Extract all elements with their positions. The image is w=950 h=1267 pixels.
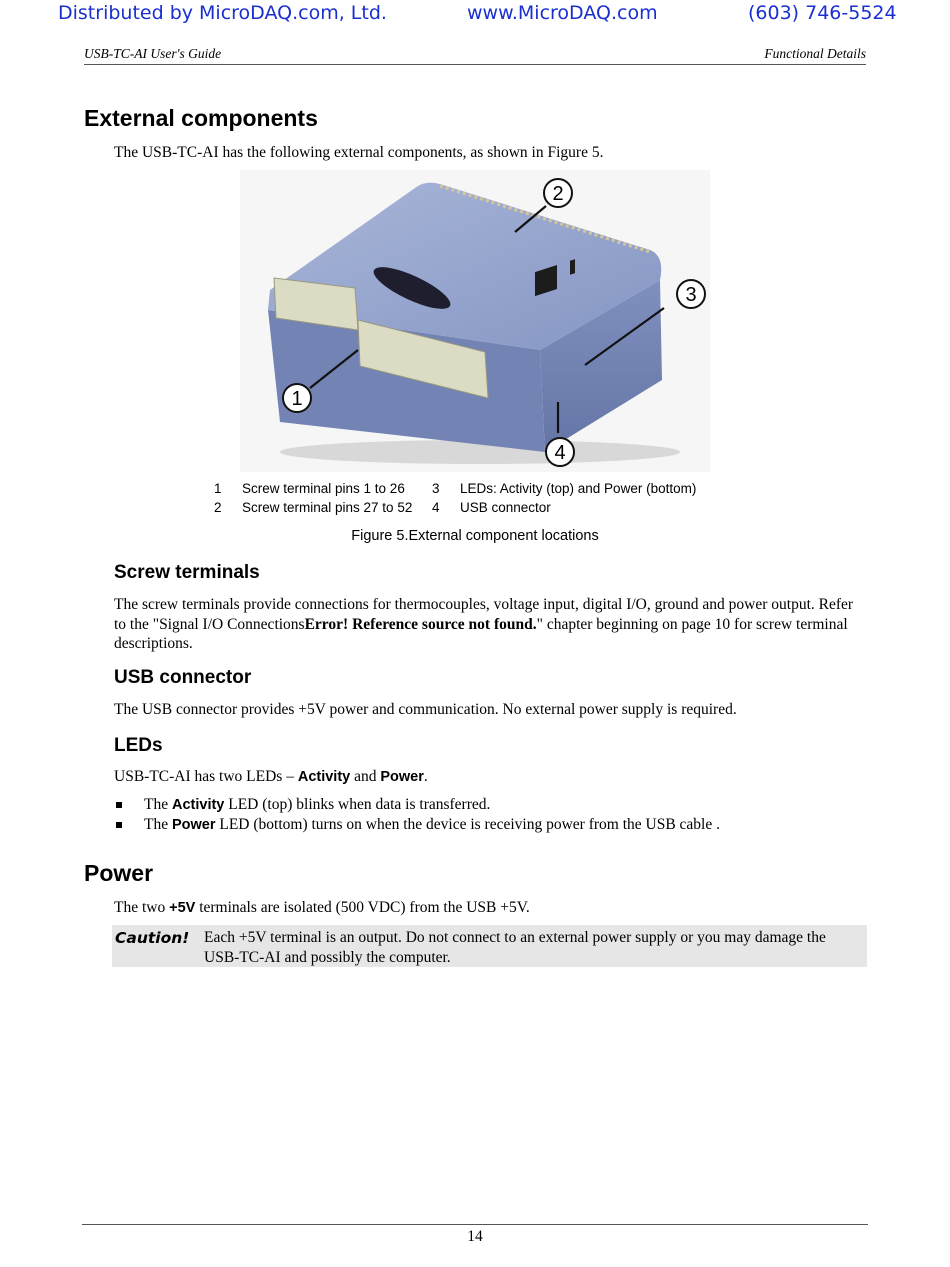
callout-number-1: 1: [291, 388, 303, 410]
bullet-square-icon: [116, 802, 122, 808]
legend-number: 4: [432, 499, 440, 515]
distribution-bar: [0, 2, 950, 28]
power-text-prefix: The two: [114, 899, 170, 916]
heading-screw-terminals: Screw terminals: [114, 562, 260, 583]
power-5v-label: +5V: [169, 900, 196, 916]
running-header: [84, 46, 866, 65]
bullet-prefix: The: [144, 796, 172, 813]
power-text-suffix: terminals are isolated (500 VDC) from the USB +5V.: [195, 899, 530, 916]
screw-terminals-paragraph: [114, 595, 854, 654]
caution-box: [112, 925, 867, 967]
figure-caption: Figure 5.External component locations: [351, 528, 599, 544]
power-text: [114, 898, 530, 919]
leds-intro-text: USB-TC-AI has two LEDs –: [114, 768, 298, 785]
legend-number: 2: [214, 499, 222, 515]
bullet-prefix: The: [144, 816, 172, 833]
external-components-intro: The USB-TC-AI has the following external components, as shown in Figure 5.: [114, 144, 604, 161]
legend-text: LEDs: Activity (top) and Power (bottom): [460, 481, 697, 496]
heading-usb-connector: USB connector: [114, 667, 252, 688]
list-item: [114, 815, 720, 835]
callout-number-2: 2: [552, 183, 564, 205]
list-item: [114, 795, 720, 815]
page-number: 14: [467, 1228, 483, 1245]
heading-power: Power: [84, 860, 154, 886]
callout-number-3: 3: [685, 284, 697, 306]
legend-text: Screw terminal pins 27 to 52: [242, 499, 413, 515]
bullet-bold: Activity: [171, 797, 225, 813]
bullet-suffix: LED (top) blinks when data is transferred.: [224, 796, 491, 813]
usb-connector-text: The USB connector provides +5V power and communication. No external power supply is required.: [114, 701, 737, 718]
activity-label: Activity: [297, 769, 351, 785]
caution-title: Caution!: [115, 929, 190, 947]
distributor-phone: (603) 746-5524: [748, 2, 897, 24]
caution-text: Each +5V terminal is an output. Do not connect to an external power supply or you may damage the USB-TC-AI and possibly the computer.: [204, 929, 826, 966]
legend-number: 3: [432, 481, 440, 496]
screw-terminals-text: The screw terminals provide connections for thermocouples, voltage input, digital I/O, ground and power output. Refer to the "Signal I/O Connections: [114, 596, 854, 633]
power-label: Power: [380, 769, 424, 785]
screw-terminals-text-end: " chapter beginning on page 10 for screw terminal descriptions.: [114, 615, 848, 652]
legend-number: 1: [214, 481, 222, 496]
legend-text: Screw terminal pins 1 to 26: [242, 481, 405, 496]
bullet-bold: Power: [171, 817, 216, 833]
legend-text: USB connector: [460, 499, 551, 515]
distributor-website[interactable]: www.MicroDAQ.com: [467, 2, 658, 24]
heading-external-components: External components: [84, 105, 318, 131]
reference-error: Error! Reference source not found.: [304, 615, 537, 633]
leds-intro: [114, 767, 428, 788]
running-header-title: USB-TC-AI User's Guide: [84, 46, 222, 61]
device-figure: [240, 170, 710, 472]
leds-intro-period: .: [423, 768, 428, 785]
callout-number-4: 4: [554, 442, 566, 464]
bullet-suffix: LED (bottom) turns on when the device is receiving power from the USB cable .: [215, 816, 720, 833]
running-header-section: Functional Details: [764, 46, 866, 61]
device-illustration: [240, 170, 710, 472]
leds-intro-and: and: [350, 768, 381, 785]
bullet-square-icon: [116, 822, 122, 828]
footer-rule: [82, 1224, 868, 1225]
distributor-name: Distributed by MicroDAQ.com, Ltd.: [58, 2, 387, 24]
led-bullet-list: [114, 795, 720, 835]
heading-leds: LEDs: [114, 735, 163, 756]
led-indicator: [570, 259, 575, 275]
